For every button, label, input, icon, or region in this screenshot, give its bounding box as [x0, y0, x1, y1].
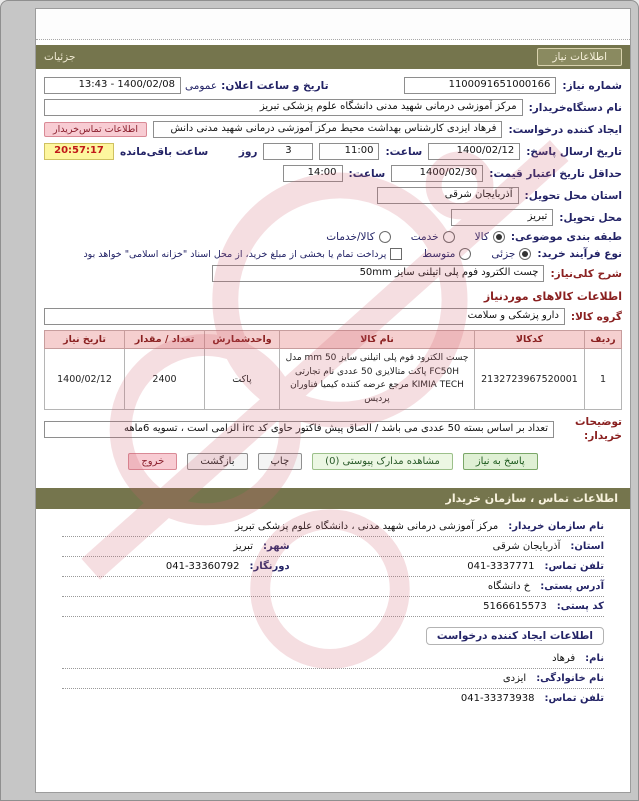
days-field[interactable]: 3	[263, 143, 313, 160]
tab-need-info[interactable]: اطلاعات نیاز	[537, 48, 622, 66]
contact-section	[36, 515, 630, 708]
col-qty: تعداد / مقدار	[125, 331, 205, 349]
description-field[interactable]: چست الکترود فوم پلی اتیلنی سایز 50mm	[212, 265, 544, 282]
contact-address-label: آدرس پستی:	[540, 581, 604, 593]
attachments-button[interactable]: مشاهده مدارک پیوستی (0)	[312, 453, 453, 470]
radio-medium-label: متوسط	[422, 248, 456, 260]
contact-postal-row	[62, 597, 604, 617]
creator-name-value: فرهاد	[552, 653, 576, 665]
col-name: نام کالا	[280, 331, 475, 349]
row-need-number	[44, 77, 622, 94]
validity-date-field[interactable]: 1400/02/30	[391, 165, 483, 182]
main-panel	[35, 8, 631, 793]
creator-name-row	[62, 649, 604, 669]
contact-phone-label: تلفن تماس:	[544, 561, 604, 573]
process-type-label: نوع فرآیند خرید:	[537, 248, 622, 260]
announce-label: تاریخ و ساعت اعلان:	[221, 79, 329, 92]
section-tabbar	[36, 45, 630, 69]
radio-goods[interactable]	[475, 231, 505, 243]
creator-family-label: نام خانوادگی:	[536, 673, 604, 685]
deadline-label: تاریخ ارسال پاسخ:	[526, 145, 622, 158]
row-buyer-org	[44, 99, 622, 116]
treasury-checkbox[interactable]	[390, 248, 402, 260]
row-description	[44, 265, 622, 282]
respond-button[interactable]: پاسخ به نیاز	[463, 453, 538, 470]
cell-unit: پاکت	[205, 349, 280, 410]
col-index: ردیف	[585, 331, 622, 349]
radio-goods-service[interactable]	[326, 231, 390, 243]
goods-table-header-row	[45, 331, 622, 349]
radio-service-circle[interactable]	[443, 231, 455, 243]
contact-postal-value: 5166615573	[483, 601, 547, 613]
col-unit: واحدشمارش	[205, 331, 280, 349]
treasury-note: پرداخت تمام یا بخشی از مبلغ خرید، از محل اسناد "خزانه اسلامی" خواهد بود	[83, 248, 387, 260]
deadline-time-field[interactable]: 11:00	[319, 143, 379, 160]
buyer-notes-field[interactable]: تعداد بر اساس بسته 50 عددی می باشد / الصاق پیش فاکتور حاوی کد irc الزامی است ، تسویه 6ماهه	[44, 421, 554, 438]
row-buyer-notes	[44, 416, 622, 443]
creator-name-label: نام:	[585, 653, 604, 665]
buyer-org-field[interactable]: مرکز آموزشی درمانی شهید مدنی دانشگاه علوم پزشکی تبریز	[44, 99, 523, 116]
province-field[interactable]: آذربایجان شرقی	[377, 187, 519, 204]
contact-fax-label: دورنگار:	[249, 561, 290, 573]
action-buttons	[44, 453, 622, 470]
cell-date: 1400/02/12	[45, 349, 125, 410]
goods-group-field[interactable]: دارو پزشکی و سلامت	[44, 308, 565, 325]
province-label: استان محل تحویل:	[524, 189, 622, 202]
table-row[interactable]	[45, 349, 622, 410]
buyer-notes-label: توضیحات خریدار:	[574, 416, 622, 442]
row-province	[44, 187, 622, 204]
need-form	[36, 69, 630, 484]
need-number-field[interactable]: 1100091651000166	[404, 77, 556, 94]
buyer-org-label: نام دستگاه‌خریدار:	[528, 101, 622, 114]
print-button[interactable]: چاپ	[258, 453, 303, 470]
treasury-checkbox-option[interactable]	[83, 248, 402, 260]
radio-partial[interactable]	[491, 248, 531, 260]
creator-field[interactable]: فرهاد ایزدی کارشناس بهداشت محیط مرکز آموزشی درمانی شهید مدنی دانش	[153, 121, 502, 138]
cell-qty: 2400	[125, 349, 205, 410]
creator-family-row	[62, 669, 604, 689]
remaining-label: ساعت باقی‌مانده	[120, 145, 209, 158]
title-strip	[36, 9, 630, 40]
radio-service[interactable]	[411, 231, 455, 243]
deadline-date-field[interactable]: 1400/02/12	[428, 143, 520, 160]
row-city	[44, 209, 622, 226]
validity-time-field[interactable]: 14:00	[283, 165, 343, 182]
cell-index: 1	[585, 349, 622, 410]
row-validity	[44, 165, 622, 182]
contact-address-row	[62, 577, 604, 597]
contact-address-value: خ دانشگاه	[487, 581, 531, 593]
row-creator	[44, 121, 622, 138]
deadline-hour-label: ساعت:	[385, 145, 423, 158]
radio-medium[interactable]	[422, 248, 471, 260]
goods-table	[44, 330, 622, 410]
classification-label: طبقه بندی موضوعی:	[510, 231, 622, 243]
description-label: شرح کلی‌نیاز:	[550, 267, 622, 280]
radio-goods-service-label: کالا/خدمات	[326, 231, 375, 243]
goods-group-label: گروه کالا:	[570, 310, 622, 323]
radio-goods-service-circle[interactable]	[379, 231, 391, 243]
creator-family-value: ایزدی	[502, 673, 527, 685]
creator-label: ایجاد کننده درخواست:	[508, 123, 622, 136]
row-classification	[44, 231, 622, 243]
back-button[interactable]: بازگشت	[187, 453, 247, 470]
remaining-timer: 20:57:17	[44, 143, 114, 160]
contact-province-label: استان:	[570, 541, 604, 553]
city-label: محل تحویل:	[559, 211, 622, 224]
contact-postal-label: کد پستی:	[556, 601, 604, 613]
radio-service-label: خدمت	[410, 231, 439, 243]
contact-phone-fax-row	[62, 557, 604, 577]
col-code: کدکالا	[475, 331, 585, 349]
contact-phone-value: 041-3337771	[467, 561, 535, 573]
col-date: تاریخ نیاز	[45, 331, 125, 349]
validity-label: حداقل تاریخ اعتبار قیمت:	[489, 167, 622, 180]
contact-province-city-row	[62, 537, 604, 557]
row-deadline	[44, 143, 622, 160]
contact-fax-value: 041-33360792	[165, 561, 240, 573]
exit-button[interactable]: خروج	[128, 453, 177, 470]
radio-medium-circle[interactable]	[459, 248, 471, 260]
row-process-type	[44, 248, 622, 260]
cell-name: چست الکترود فوم پلی اتیلنی سایز 50 mm مدل FC50H پاکت متالایزی 50 عددی نام تجارتی KIMIA TECH مرجع عرضه کننده کیمیا فناوران پردیس	[280, 349, 475, 410]
radio-partial-circle[interactable]	[519, 248, 531, 260]
announce-field[interactable]: 1400/02/08 - 13:43	[44, 77, 181, 94]
creator-section-header: اطلاعات ایجاد کننده درخواست	[426, 627, 604, 645]
radio-goods-label: کالا	[474, 231, 489, 243]
buyer-contact-button[interactable]: اطلاعات تماس‌خریدار	[44, 122, 147, 137]
days-label: روز	[238, 145, 258, 158]
contact-province-value: آذربایجان شرقی	[492, 541, 561, 553]
radio-partial-label: جزئی	[491, 248, 516, 260]
goods-section-title: اطلاعات کالاهای موردنیاز	[483, 290, 622, 303]
contact-city-value: تبریز	[233, 541, 253, 553]
cell-code: 2132723967520001	[475, 349, 585, 410]
contact-org-label: نام سازمان خریدار:	[508, 521, 604, 533]
contact-city-label: شهر:	[262, 541, 290, 553]
creator-phone-value: 041-33373938	[460, 693, 535, 705]
validity-hour-label: ساعت:	[348, 167, 386, 180]
row-goods-group	[44, 308, 622, 325]
radio-goods-circle[interactable]	[493, 231, 505, 243]
need-number-label: شماره نیاز:	[562, 79, 622, 92]
creator-phone-row	[62, 689, 604, 708]
tab-details[interactable]: جزئیات	[44, 51, 76, 63]
contact-org-value: مرکز آموزشی درمانی شهید مدنی ، دانشگاه علوم پزشکی تبریز	[235, 521, 499, 533]
contact-org-row	[62, 517, 604, 537]
announce-type: عمومی	[185, 79, 218, 92]
city-field[interactable]: تبریز	[451, 209, 553, 226]
contact-section-header: اطلاعات تماس ، سازمان خریدار	[36, 488, 630, 509]
creator-phone-label: تلفن تماس:	[544, 693, 604, 705]
